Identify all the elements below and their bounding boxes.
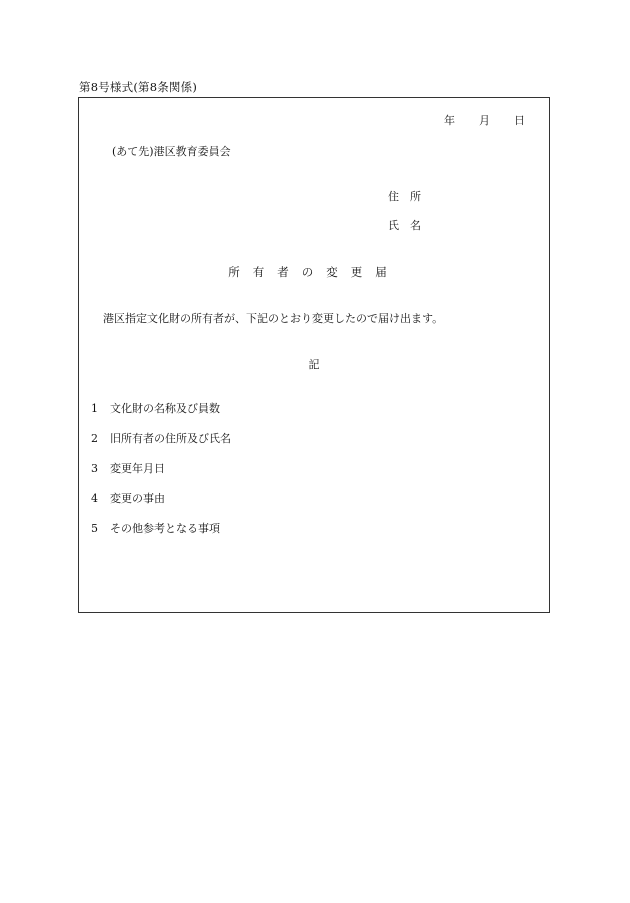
list-item (91, 492, 165, 506)
addressee: (あて先)港区教育委員会 (112, 145, 231, 158)
item-text: その他参考となる事項 (110, 522, 220, 535)
list-item (91, 462, 165, 476)
form-number: 第8号様式(第8条関係) (79, 80, 198, 94)
body-text: 港区指定文化財の所有者が、下記のとおり変更したので届け出ます。 (103, 312, 444, 325)
item-number: 1 (91, 402, 98, 415)
date-day-label: 日 (514, 114, 525, 127)
name-label: 氏名 (388, 219, 432, 232)
item-number: 3 (91, 462, 98, 475)
ki-heading: 記 (308, 358, 320, 371)
item-text: 旧所有者の住所及び氏名 (110, 432, 231, 445)
list-item (91, 432, 231, 446)
form-frame (78, 97, 550, 613)
item-text: 変更の事由 (110, 492, 165, 505)
date-line (444, 114, 525, 128)
item-number: 4 (91, 492, 98, 505)
document-title: 所有者の変更届 (228, 265, 400, 279)
date-month-label: 月 (479, 114, 490, 127)
item-number: 5 (91, 522, 98, 535)
item-number: 2 (91, 432, 98, 445)
date-year-label: 年 (444, 114, 455, 127)
address-label: 住所 (388, 190, 432, 203)
item-text: 変更年月日 (110, 462, 165, 475)
item-text: 文化財の名称及び員数 (110, 402, 220, 415)
list-item (91, 402, 220, 416)
list-item (91, 522, 220, 536)
